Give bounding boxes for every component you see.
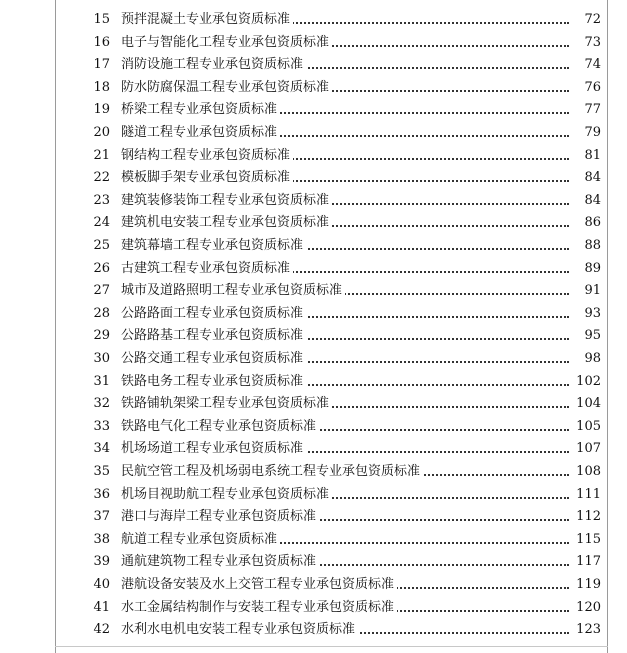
toc-entry-title: 民航空管工程及机场弱电系统工程专业承包资质标准 [121,463,423,481]
toc-entry-page-number: 98 [581,351,601,367]
toc-entry[interactable] [0,325,627,347]
toc-entry-page-number: 84 [581,193,601,209]
toc-entry-number: 26 [93,260,110,276]
toc-entry-title: 铁路铺轨架梁工程专业承包资质标准 [121,395,332,413]
toc-entry[interactable] [0,371,627,393]
toc-entry[interactable] [0,280,627,302]
toc-entry[interactable] [0,77,627,99]
toc-entry-title: 模板脚手架专业承包资质标准 [121,169,293,187]
toc-entry[interactable] [0,145,627,167]
toc-entry-number: 16 [93,34,110,50]
toc-entry-number: 21 [93,147,110,163]
toc-entry-number: 23 [93,192,110,208]
toc-entry-title: 预拌混凝土专业承包资质标准 [121,11,293,29]
toc-entry-page-number: 102 [573,374,601,390]
toc-entry-page-number: 72 [581,12,601,28]
toc-entry-page-number: 104 [573,396,601,412]
toc-entry-title: 机场目视助航工程专业承包资质标准 [121,486,332,504]
toc-entry-number: 15 [93,12,110,27]
toc-entry-page-number: 88 [581,238,601,254]
toc-entry[interactable] [0,574,627,596]
toc-entry-page-number: 91 [581,283,601,299]
toc-entry-page-number: 119 [573,577,601,593]
toc-entry-page-number: 89 [581,261,601,277]
toc-entry-page-number: 95 [581,328,601,344]
toc-entry-page-number: 111 [573,487,601,503]
toc-entry-title: 机场场道工程专业承包资质标准 [121,440,306,458]
toc-entry-number: 36 [93,486,110,502]
toc-entry[interactable] [0,348,627,370]
toc-entry[interactable] [0,461,627,483]
toc-entry-title: 建筑机电安装工程专业承包资质标准 [121,214,332,232]
toc-entry-title: 铁路电务工程专业承包资质标准 [121,373,306,391]
toc-entry[interactable] [0,212,627,234]
toc-entry-number: 40 [93,577,110,592]
toc-entry[interactable] [0,99,627,121]
toc-entry-page-number: 112 [573,509,601,525]
toc-entry-page-number: 86 [581,215,601,231]
toc-entry-page-number: 77 [581,102,601,118]
toc-entry[interactable] [0,258,627,280]
toc-entry[interactable] [0,235,627,257]
toc-entry-number: 19 [93,102,110,118]
toc-entry-title: 水工金属结构制作与安装工程专业承包资质标准 [121,599,397,617]
toc-entry-page-number: 74 [581,57,601,73]
toc-entry[interactable] [0,619,627,641]
toc-entry-title: 城市及道路照明工程专业承包资质标准 [121,282,345,300]
toc-entry[interactable] [0,597,627,619]
toc-entry-title: 航道工程专业承包资质标准 [121,531,280,549]
toc-entry-title: 港口与海岸工程专业承包资质标准 [121,508,319,526]
toc-entry-title: 电子与智能化工程专业承包资质标准 [121,34,332,52]
toc-entry-title: 公路路基工程专业承包资质标准 [121,327,306,345]
toc-entry[interactable] [0,303,627,325]
toc-entry-number: 30 [93,351,110,366]
toc-entry-number: 18 [93,79,110,95]
toc-entry[interactable] [0,32,627,54]
toc-entry-page-number: 84 [581,170,601,186]
toc-entry-title: 隧道工程专业承包资质标准 [121,124,280,142]
toc-entry-title: 防水防腐保温工程专业承包资质标准 [121,79,332,97]
toc-entry-title: 消防设施工程专业承包资质标准 [121,56,306,74]
toc-entry-number: 35 [93,464,110,479]
toc-entry-page-number: 105 [573,419,601,435]
toc-entry-title: 古建筑工程专业承包资质标准 [121,260,293,278]
toc-entry-number: 34 [93,441,110,457]
toc-entry-number: 42 [93,622,110,638]
toc-entry-page-number: 79 [581,125,601,141]
toc-entry-number: 41 [93,599,110,615]
toc-entry-page-number: 107 [573,441,601,457]
toc-entry-title: 铁路电气化工程专业承包资质标准 [121,418,319,436]
toc-entry[interactable] [0,484,627,506]
toc-entry-page-number: 120 [573,600,601,616]
toc-entry-title: 桥梁工程专业承包资质标准 [121,101,280,119]
toc-entry-title: 建筑装修装饰工程专业承包资质标准 [121,192,332,210]
toc-entry-number: 25 [93,238,110,253]
toc-entry[interactable] [0,190,627,212]
toc-entry-title: 建筑幕墙工程专业承包资质标准 [121,237,306,255]
toc-entry-number: 37 [93,509,110,525]
toc-entry[interactable] [0,393,627,415]
toc-entry[interactable] [0,54,627,76]
toc-entry-page-number: 73 [581,35,601,51]
toc-entry[interactable] [0,122,627,144]
toc-entry-number: 31 [93,373,110,389]
toc-entry[interactable] [0,9,627,31]
toc-entry-page-number: 115 [573,532,601,548]
toc-entry[interactable] [0,167,627,189]
toc-entry-title: 通航建筑物工程专业承包资质标准 [121,553,319,571]
toc-entry-number: 39 [93,554,110,570]
toc-entry-number: 28 [93,305,110,321]
toc-entry-number: 22 [93,170,110,186]
toc-entry-number: 32 [93,396,110,412]
toc-entry[interactable] [0,416,627,438]
toc-entry-title: 公路路面工程专业承包资质标准 [121,305,306,323]
toc-entry-title: 公路交通工程专业承包资质标准 [121,350,306,368]
toc-entry-title: 港航设备安装及水上交管工程专业承包资质标准 [121,576,397,594]
toc-entry-number: 27 [93,283,110,299]
toc-entry-page-number: 81 [581,148,601,164]
toc-entry-number: 38 [93,531,110,547]
toc-entry-title: 钢结构工程专业承包资质标准 [121,147,293,165]
toc-entry-page-number: 108 [573,464,601,480]
toc-entry-page-number: 117 [573,554,601,570]
toc-entry[interactable] [0,438,627,460]
toc-entry[interactable] [0,506,627,528]
toc-entry[interactable] [0,529,627,551]
toc-entry-number: 24 [93,215,110,231]
toc-entry-page-number: 76 [581,80,601,96]
toc-entry-number: 20 [93,125,110,140]
page-bottom-edge [55,646,608,647]
toc-entry-page-number: 123 [573,622,601,638]
toc-entry-page-number: 93 [581,306,601,322]
toc-entry-number: 29 [93,328,110,344]
toc-entry-number: 17 [93,57,110,73]
toc-entry-number: 33 [93,418,110,434]
toc-entry[interactable] [0,551,627,573]
toc-entry-title: 水利水电机电安装工程专业承包资质标准 [121,621,358,639]
